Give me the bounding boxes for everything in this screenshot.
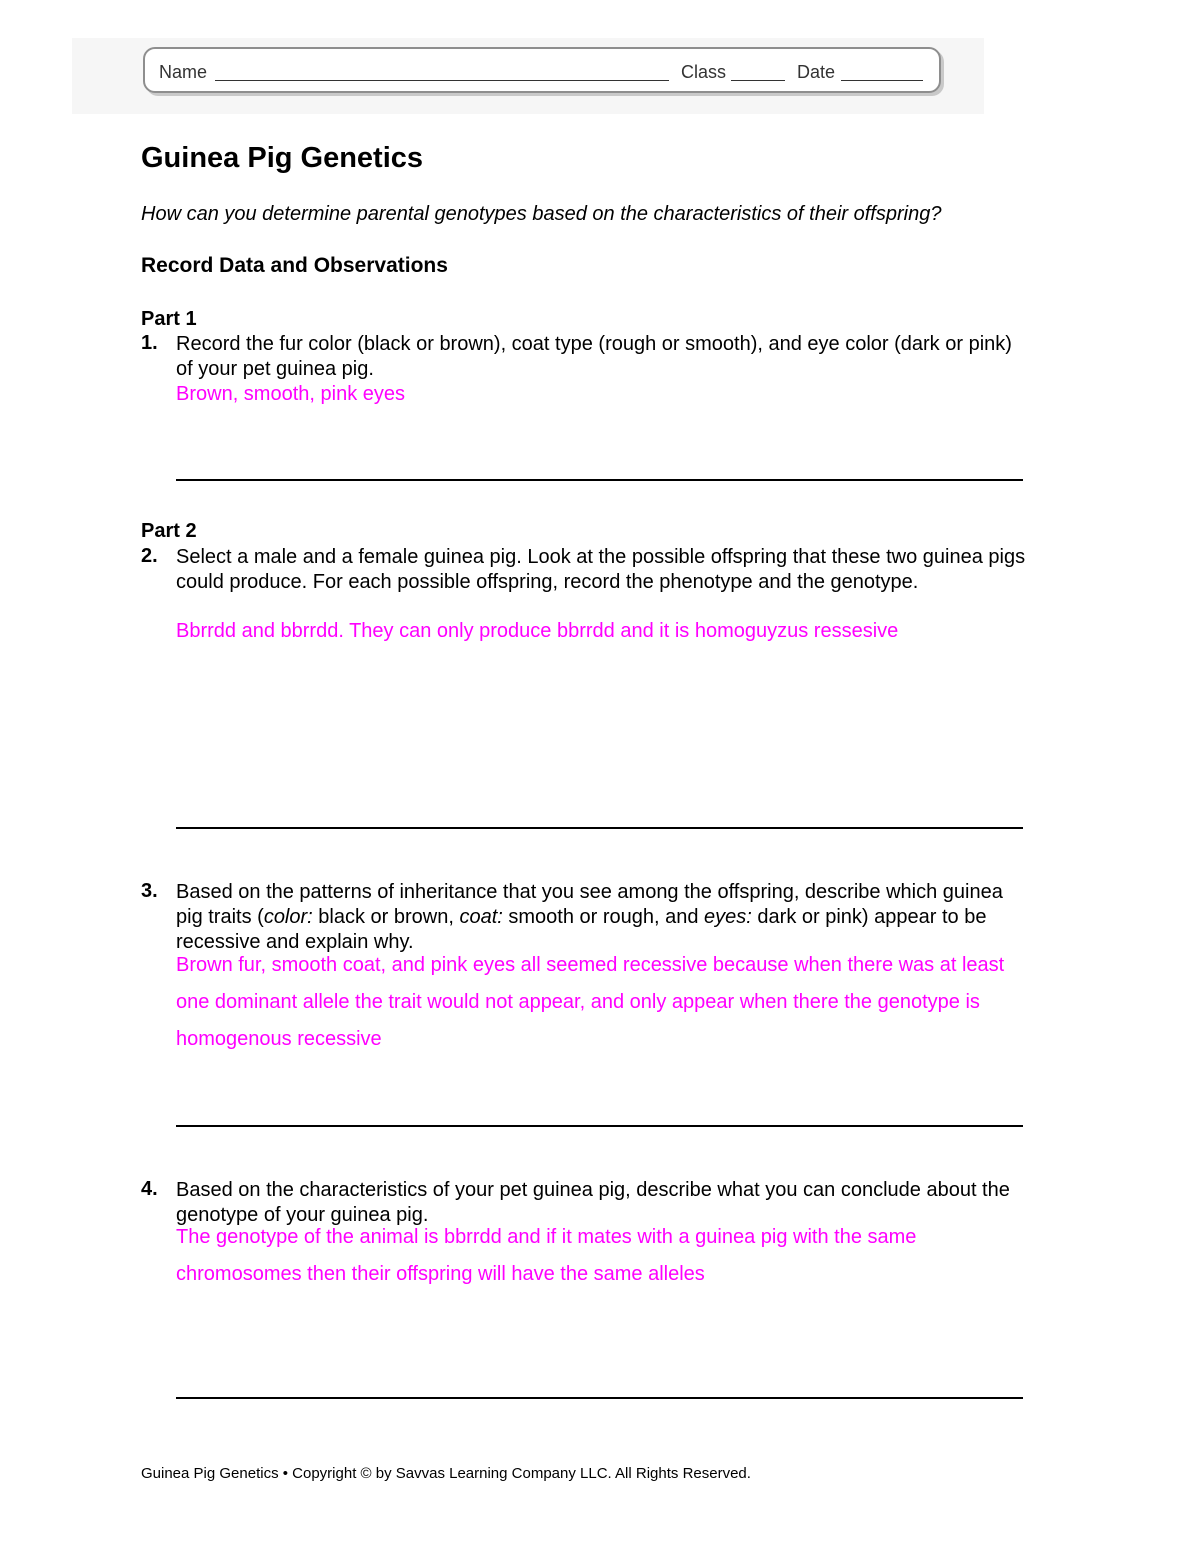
question-1-number: 1. (141, 332, 158, 354)
question-3-answer[interactable]: Brown fur, smooth coat, and pink eyes all seemed recessive because when there was at least one dominant allele the trait would not appear, and only appear when there the genotype is homogenous recessive (176, 954, 1005, 1050)
q3-term-eyes: eyes: (704, 906, 752, 928)
question-1-answer[interactable]: Brown, smooth, pink eyes (176, 383, 405, 405)
date-label: Date (797, 62, 836, 82)
question-4-answer[interactable]: The genotype of the animal is bbrrdd and if it mates with a guinea pig with the same chromosomes then their offspring will have the same alleles (176, 1226, 917, 1285)
question-2-answer[interactable]: Bbrrdd and bbrrdd. They can only produce bbrrdd and it is homoguyzus ressesive (176, 620, 899, 642)
answer-2-rule (176, 827, 1023, 829)
question-4-number: 4. (141, 1178, 158, 1200)
q3-text-d: dark or pink) appear to be recessive and explain why. (176, 906, 987, 953)
answer-4-rule (176, 1397, 1023, 1399)
class-label: Class (681, 62, 727, 82)
q3-term-color: color: (263, 906, 313, 928)
question-2-text: Select a male and a female guinea pig. Look at the possible offspring that these two guinea pigs could produce. For each possible offspring, record the phenotype and the genotype. (176, 546, 1026, 593)
section-heading: Record Data and Observations (141, 254, 448, 277)
question-2-number: 2. (141, 545, 158, 567)
answer-1-rule (176, 479, 1023, 481)
class-line[interactable] (731, 80, 785, 81)
q3-text-c: smooth or rough, and (502, 906, 705, 928)
part-1-label: Part 1 (141, 308, 197, 330)
question-3-text (176, 880, 1026, 955)
q3-text-b: black or brown, (312, 906, 460, 928)
name-class-date-box (143, 47, 941, 93)
page-title: Guinea Pig Genetics (141, 142, 424, 174)
guiding-question: How can you determine parental genotypes based on the characteristics of their offspring? (141, 203, 942, 225)
question-3-number: 3. (141, 880, 158, 902)
question-1-text: Record the fur color (black or brown), coat type (rough or smooth), and eye color (dark or pink) of your pet guinea pig. (176, 333, 1012, 380)
question-4-text: Based on the characteristics of your pet guinea pig, describe what you can conclude about the genotype of your guinea pig. (176, 1179, 1010, 1226)
date-line[interactable] (841, 80, 923, 81)
part-2-label: Part 2 (141, 520, 197, 542)
name-label: Name (159, 62, 208, 82)
copyright-footer: Guinea Pig Genetics • Copyright © by Savvas Learning Company LLC. All Rights Reserved. (141, 1465, 751, 1482)
q3-term-coat: coat: (459, 906, 503, 928)
name-line[interactable] (215, 80, 669, 81)
answer-3-rule (176, 1125, 1023, 1127)
q3-text-a: Based on the patterns of inheritance that you see among the offspring, describe which guinea pig traits ( (176, 881, 1003, 928)
